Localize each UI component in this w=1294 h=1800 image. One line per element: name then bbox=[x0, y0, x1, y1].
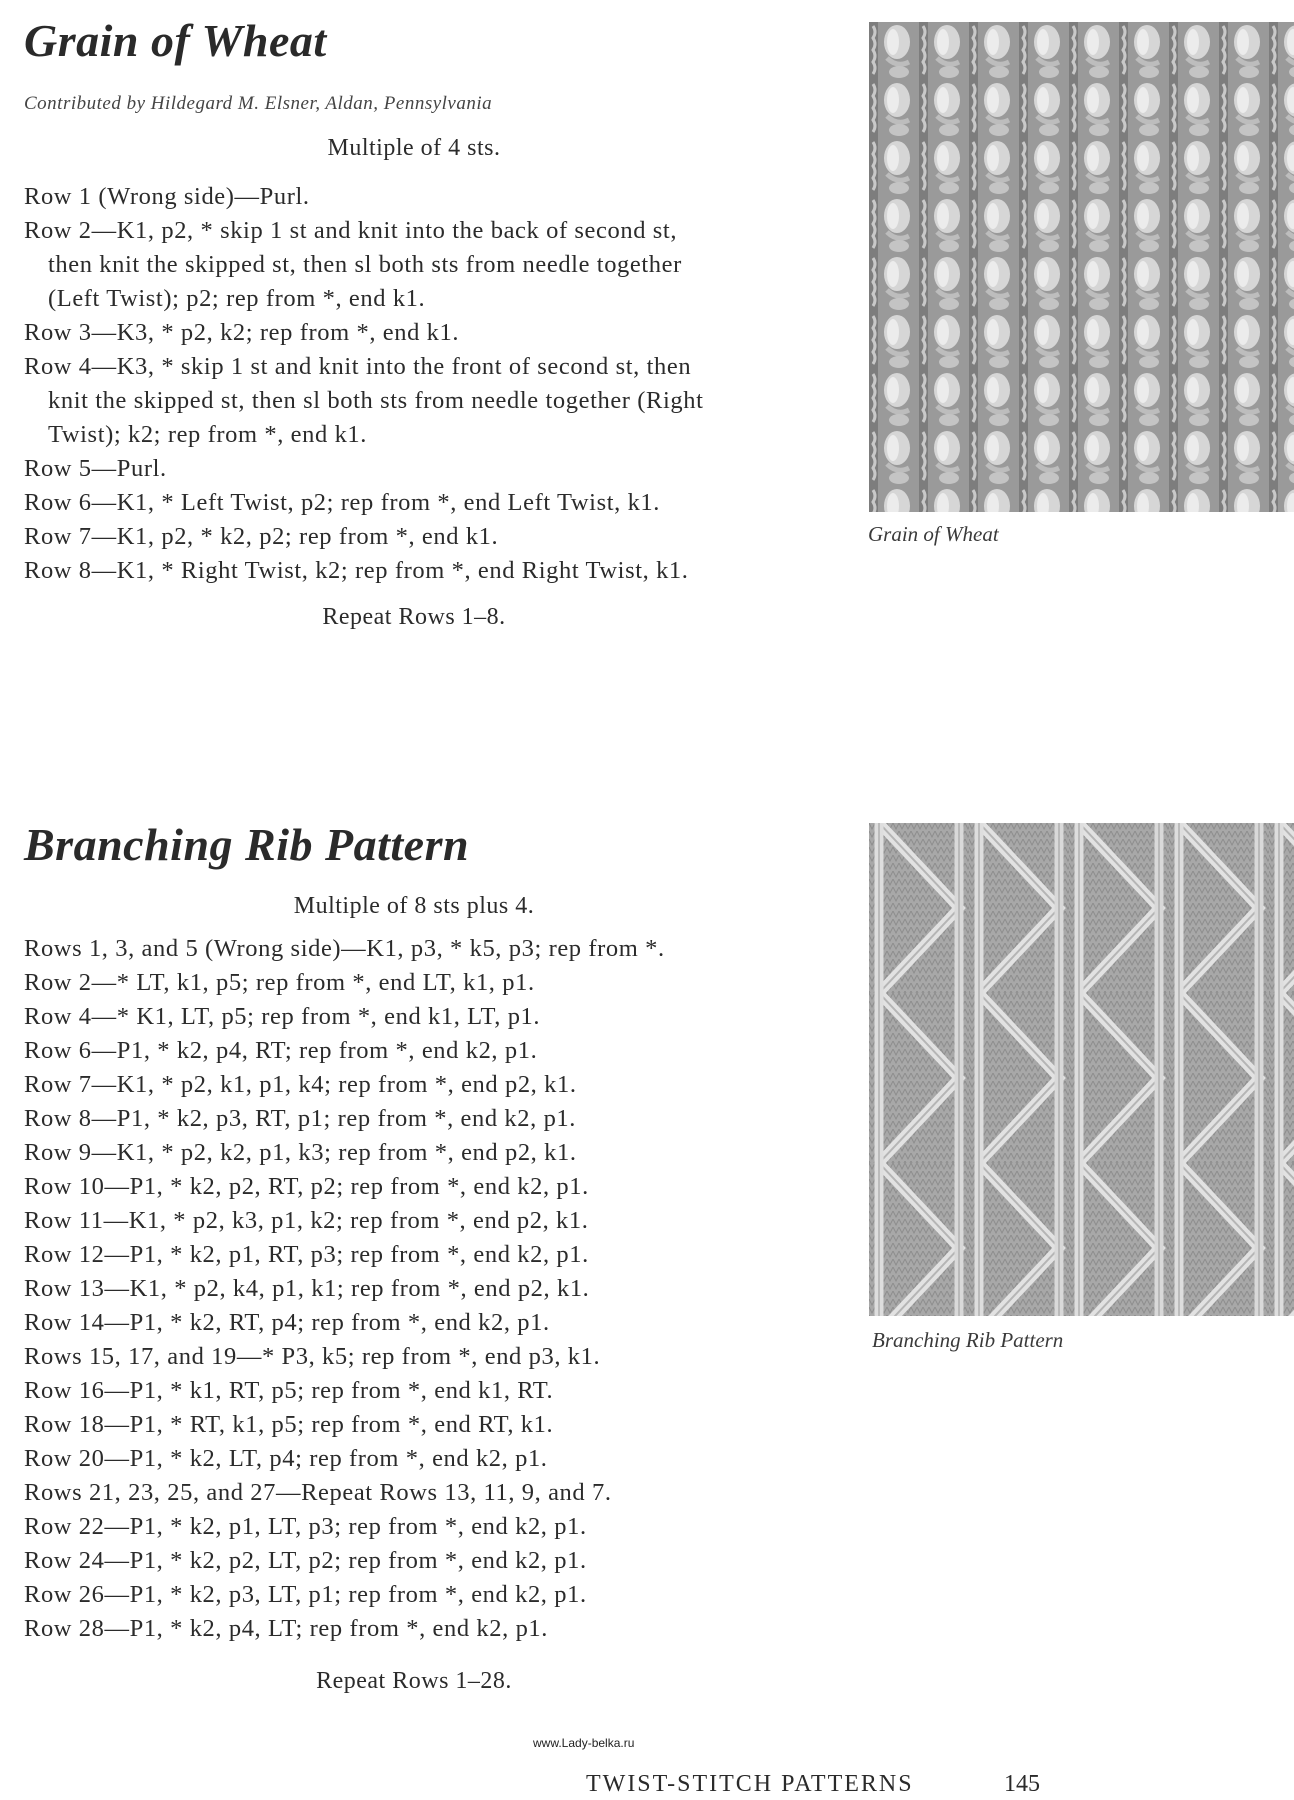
pattern-row: Row 3—K3, * p2, k2; rep from *, end k1. bbox=[24, 319, 460, 346]
grain-of-wheat-multiple: Multiple of 4 sts. bbox=[327, 135, 501, 161]
pattern-row: Row 2—K1, p2, * skip 1 st and knit into the back of second st, then knit the skipped st, then sl both sts from needle together (Left Twist); p2; rep from *, end k1. bbox=[24, 217, 682, 312]
branching-rib-caption: Branching Rib Pattern bbox=[872, 1328, 1064, 1352]
grain-of-wheat-repeat: Repeat Rows 1–8. bbox=[322, 604, 506, 630]
branching-rib-multiple: Multiple of 8 sts plus 4. bbox=[293, 893, 535, 919]
branching-rib-repeat: Repeat Rows 1–28. bbox=[316, 1668, 512, 1694]
pattern-row: Row 22—P1, * k2, p1, LT, p3; rep from *, end k2, p1. bbox=[24, 1513, 587, 1540]
pattern-row: Row 10—P1, * k2, p2, RT, p2; rep from *, end k2, p1. bbox=[24, 1173, 589, 1200]
grain-of-wheat-title: Grain of Wheat bbox=[24, 15, 327, 66]
pattern-row: Row 11—K1, * p2, k3, p1, k2; rep from *, end p2, k1. bbox=[24, 1207, 589, 1234]
pattern-row: Row 16—P1, * k1, RT, p5; rep from *, end k1, RT. bbox=[24, 1377, 554, 1404]
pattern-row: Row 6—P1, * k2, p4, RT; rep from *, end k2, p1. bbox=[24, 1037, 538, 1064]
pattern-row: Row 6—K1, * Left Twist, p2; rep from *, end Left Twist, k1. bbox=[24, 489, 661, 516]
pattern-row: Row 13—K1, * p2, k4, p1, k1; rep from *, end p2, k1. bbox=[24, 1275, 590, 1302]
pattern-row: Rows 1, 3, and 5 (Wrong side)—K1, p3, * k5, p3; rep from *. bbox=[24, 935, 665, 962]
pattern-row: Row 5—Purl. bbox=[24, 455, 167, 482]
grain-of-wheat-rows bbox=[24, 180, 804, 588]
pattern-row: Rows 21, 23, 25, and 27—Repeat Rows 13, 11, 9, and 7. bbox=[24, 1479, 612, 1506]
pattern-row: Row 14—P1, * k2, RT, p4; rep from *, end k2, p1. bbox=[24, 1309, 550, 1336]
pattern-row: Row 7—K1, p2, * k2, p2; rep from *, end k1. bbox=[24, 523, 499, 550]
pattern-row: Row 26—P1, * k2, p3, LT, p1; rep from *, end k2, p1. bbox=[24, 1581, 587, 1608]
pattern-row: Row 12—P1, * k2, p1, RT, p3; rep from *, end k2, p1. bbox=[24, 1241, 589, 1268]
pattern-row: Row 8—K1, * Right Twist, k2; rep from *, end Right Twist, k1. bbox=[24, 557, 689, 584]
branching-rib-title: Branching Rib Pattern bbox=[24, 819, 470, 870]
page-number: 145 bbox=[1004, 1771, 1040, 1797]
pattern-row: Row 4—* K1, LT, p5; rep from *, end k1, LT, p1. bbox=[24, 1003, 541, 1030]
pattern-row: Row 28—P1, * k2, p4, LT; rep from *, end k2, p1. bbox=[24, 1615, 549, 1642]
branching-rib-section bbox=[24, 818, 804, 1695]
grain-of-wheat-swatch-photo bbox=[869, 22, 1294, 512]
branching-rib-rows bbox=[24, 932, 804, 1646]
pattern-row: Row 2—* LT, k1, p5; rep from *, end LT, k1, p1. bbox=[24, 969, 535, 996]
branching-rib-swatch-photo bbox=[869, 823, 1294, 1316]
pattern-row: Row 4—K3, * skip 1 st and knit into the front of second st, then knit the skipped st, then sl both sts from needle together (Right Twist); k2; rep from *, end k1. bbox=[24, 353, 704, 448]
pattern-row: Row 20—P1, * k2, LT, p4; rep from *, end k2, p1. bbox=[24, 1445, 548, 1472]
pattern-row: Rows 15, 17, and 19—* P3, k5; rep from *, end p3, k1. bbox=[24, 1343, 601, 1370]
pattern-row: Row 24—P1, * k2, p2, LT, p2; rep from *, end k2, p1. bbox=[24, 1547, 587, 1574]
website-watermark: www.Lady-belka.ru bbox=[533, 1736, 635, 1750]
pattern-row: Row 7—K1, * p2, k1, p1, k4; rep from *, end p2, k1. bbox=[24, 1071, 577, 1098]
pattern-row: Row 1 (Wrong side)—Purl. bbox=[24, 183, 310, 210]
pattern-row: Row 9—K1, * p2, k2, p1, k3; rep from *, end p2, k1. bbox=[24, 1139, 577, 1166]
pattern-row: Row 8—P1, * k2, p3, RT, p1; rep from *, end k2, p1. bbox=[24, 1105, 576, 1132]
grain-of-wheat-caption: Grain of Wheat bbox=[868, 522, 999, 546]
grain-of-wheat-credit: Contributed by Hildegard M. Elsner, Aldan, Pennsylvania bbox=[24, 93, 493, 114]
grain-of-wheat-section bbox=[24, 14, 804, 631]
pattern-row: Row 18—P1, * RT, k1, p5; rep from *, end RT, k1. bbox=[24, 1411, 554, 1438]
running-footer: TWIST-STITCH PATTERNS bbox=[586, 1771, 914, 1797]
